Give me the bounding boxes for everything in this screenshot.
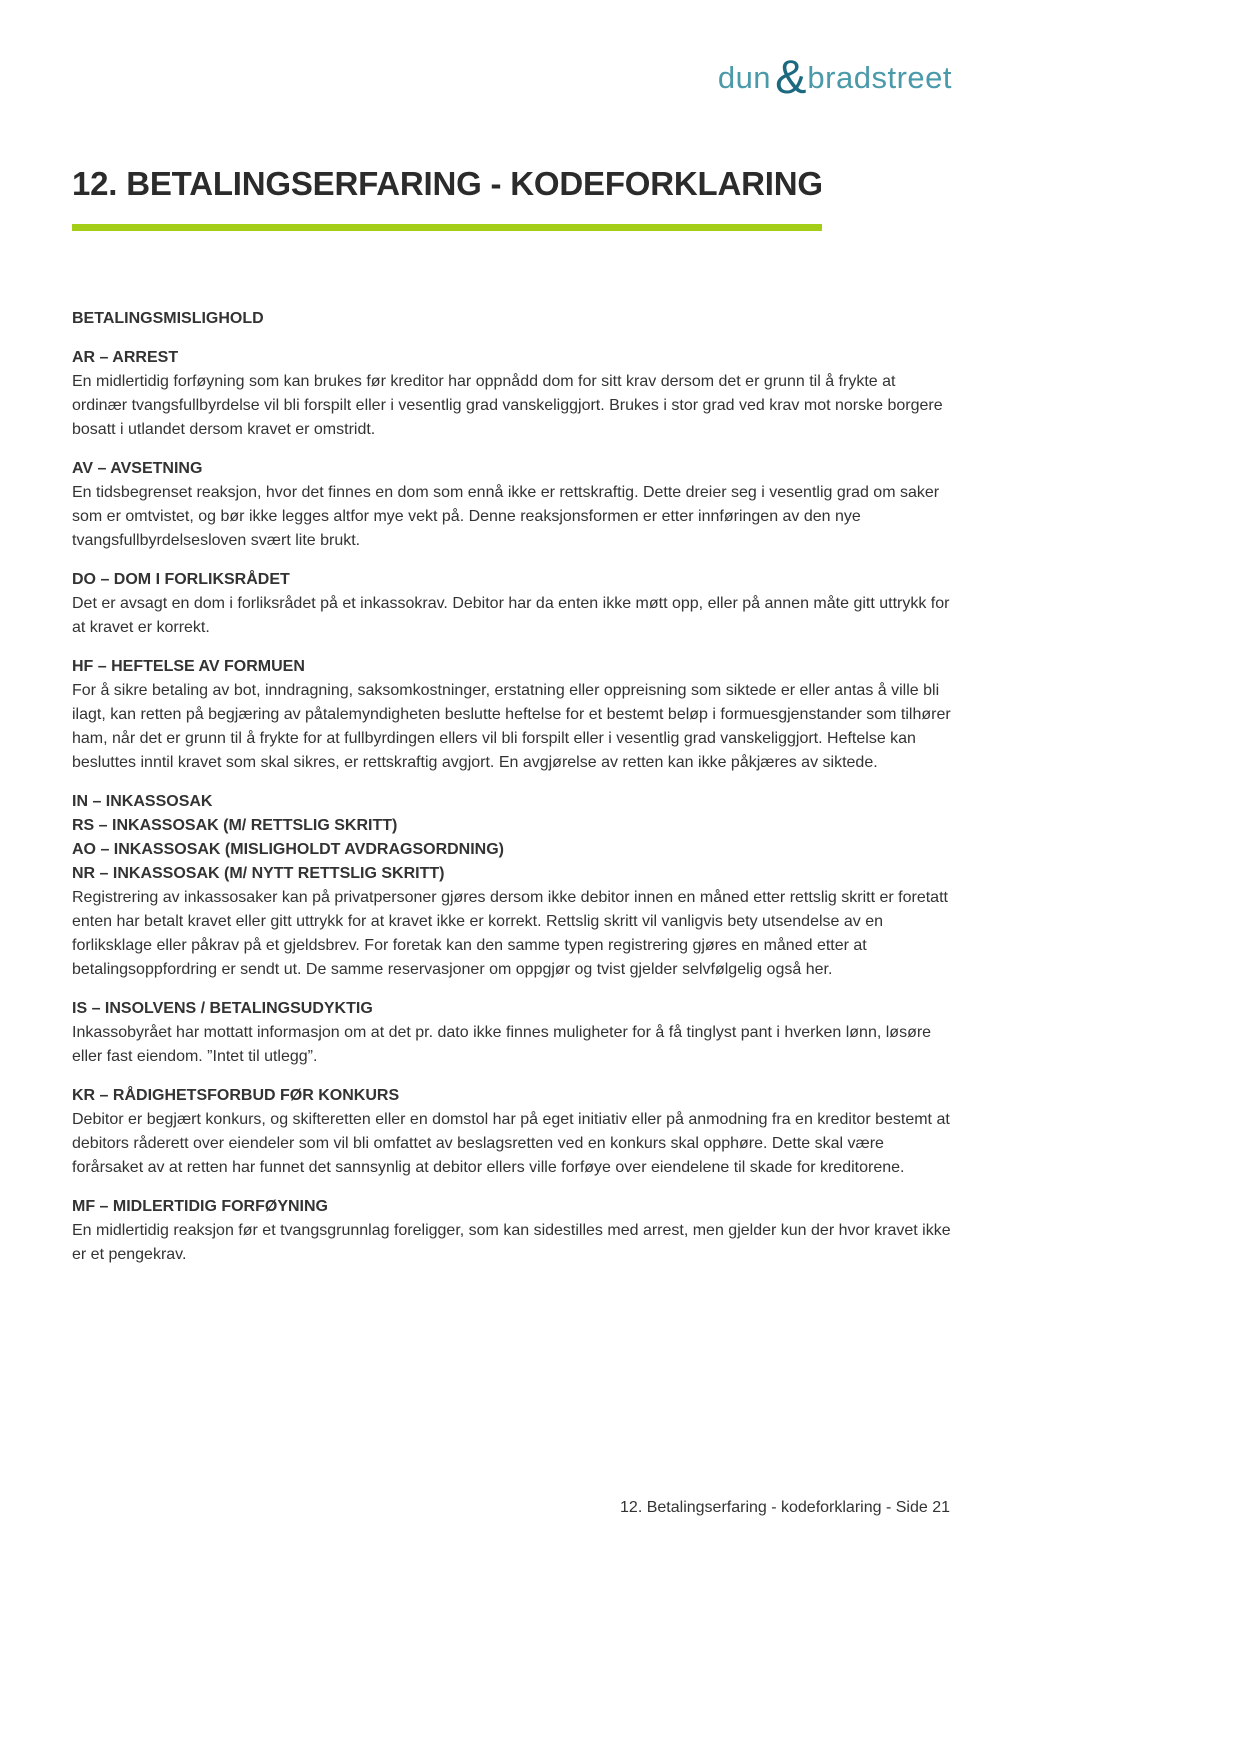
code-heading: RS – INKASSOSAK (M/ RETTSLIG SKRITT) bbox=[72, 817, 398, 834]
code-description: En tidsbegrenset reaksjon, hvor det finnes en dom som ennå ikke er rettskraftig. Dette dreier seg i vesentlig grad om saker som er omtvistet, og bør ikke legges altfor mye vekt på. Denne reaksjonsformen er etter innføringen av den nye tvangsfullbyrdelsesloven svært lite brukt. bbox=[72, 484, 940, 549]
code-heading: IS – INSOLVENS / BETALINGSUDYKTIG bbox=[72, 1000, 373, 1017]
page-title: 12. BETALINGSERFARING - KODEFORKLARING bbox=[72, 165, 823, 202]
code-entry-ar bbox=[72, 346, 952, 442]
accent-rule bbox=[72, 224, 822, 231]
code-heading: MF – MIDLERTIDIG FORFØYNING bbox=[72, 1198, 328, 1215]
code-heading: AV – AVSETNING bbox=[72, 460, 203, 477]
code-heading: DO – DOM I FORLIKSRÅDET bbox=[72, 571, 290, 588]
code-heading: HF – HEFTELSE AV FORMUEN bbox=[72, 658, 305, 675]
code-heading: AR – ARREST bbox=[72, 349, 179, 366]
code-description: For å sikre betaling av bot, inndragning, saksomkostninger, erstatning eller oppreisning som siktede er eller antas å ville bli ilagt, kan retten på begjæring av påtalemyndigheten beslutte heftelse for et bestemt beløp i formuesgjenstander som tilhører ham, når det er grunn til å frykte for at fullbyrdingen ellers vil bli forspilt eller i vesentlig grad vanskeliggjort. Heftelse kan besluttes inntil kravet som skal sikres, er rettskraftig avgjort. En avgjørelse av retten kan ikke påkjæres av siktede. bbox=[72, 682, 951, 771]
code-entry-hf bbox=[72, 655, 952, 775]
dun-bradstreet-logo: dun & bradstreet bbox=[717, 50, 952, 103]
code-heading: KR – RÅDIGHETSFORBUD FØR KONKURS bbox=[72, 1087, 400, 1104]
code-entry-in-rs-ao-nr bbox=[72, 790, 952, 982]
logo-word-bradstreet: bradstreet bbox=[807, 60, 952, 95]
code-description: Inkassobyrået har mottatt informasjon om at det pr. dato ikke finnes muligheter for å få tinglyst pant i hverken lønn, løsøre eller fast eiendom. ”Intet til utlegg”. bbox=[72, 1024, 932, 1065]
code-description: Det er avsagt en dom i forliksrådet på et inkassokrav. Debitor har da enten ikke møtt opp, eller på annen måte gitt uttrykk for at kravet er korrekt. bbox=[72, 595, 950, 636]
document-page bbox=[72, 0, 952, 1267]
page-footer: 12. Betalingserfaring - kodeforklaring - Side 21 bbox=[620, 1499, 950, 1516]
code-entry-do bbox=[72, 568, 952, 640]
section-heading-betalingsmislighold: BETALINGSMISLIGHOLD bbox=[72, 310, 264, 327]
code-entry-av bbox=[72, 457, 952, 553]
code-heading: AO – INKASSOSAK (MISLIGHOLDT AVDRAGSORDNING) bbox=[72, 841, 505, 858]
code-heading: IN – INKASSOSAK bbox=[72, 793, 213, 810]
code-description: Registrering av inkassosaker kan på privatpersoner gjøres dersom ikke debitor innen en måned etter rettslig skritt er foretatt enten har betalt kravet eller gitt uttrykk for at kravet ikke er korrekt. Rettslig skritt vil vanligvis bety utsendelse av en forliksklage eller påkrav på et gjeldsbrev. For foretak kan den samme typen registrering gjøres en måned etter at betalingsoppfordring er sendt ut. De samme reservasjoner om oppgjør og tvist gjelder selvfølgelig også her. bbox=[72, 889, 948, 978]
header bbox=[72, 50, 952, 108]
code-description: En midlertidig reaksjon før et tvangsgrunnlag foreligger, som kan sidestilles med arrest, men gjelder kun der hvor kravet ikke er et pengekrav. bbox=[72, 1222, 951, 1263]
code-entry-kr bbox=[72, 1084, 952, 1180]
code-entry-is bbox=[72, 997, 952, 1069]
code-description: Debitor er begjært konkurs, og skifteretten eller en domstol har på eget initiativ eller på anmodning fra en kreditor bestemt at debitors råderett over eiendeler som vil bli omfattet av beslagsretten ved en konkurs skal opphøre. Dette skal være forårsaket av at retten har funnet det sannsynlig at debitor ellers ville forføye over eiendelene til skade for kreditorene. bbox=[72, 1111, 950, 1176]
code-entry-mf bbox=[72, 1195, 952, 1267]
logo-word-dun: dun bbox=[717, 60, 772, 95]
code-description: En midlertidig forføyning som kan brukes før kreditor har oppnådd dom for sitt krav dersom det er grunn til å frykte at ordinær tvangsfullbyrdelse vil bli forspilt eller i vesentlig grad vanskeliggjort. Brukes i stor grad ved krav mot norske borgere bosatt i utlandet dersom kravet er omstridt. bbox=[72, 373, 943, 438]
code-heading: NR – INKASSOSAK (M/ NYTT RETTSLIG SKRITT) bbox=[72, 865, 445, 882]
